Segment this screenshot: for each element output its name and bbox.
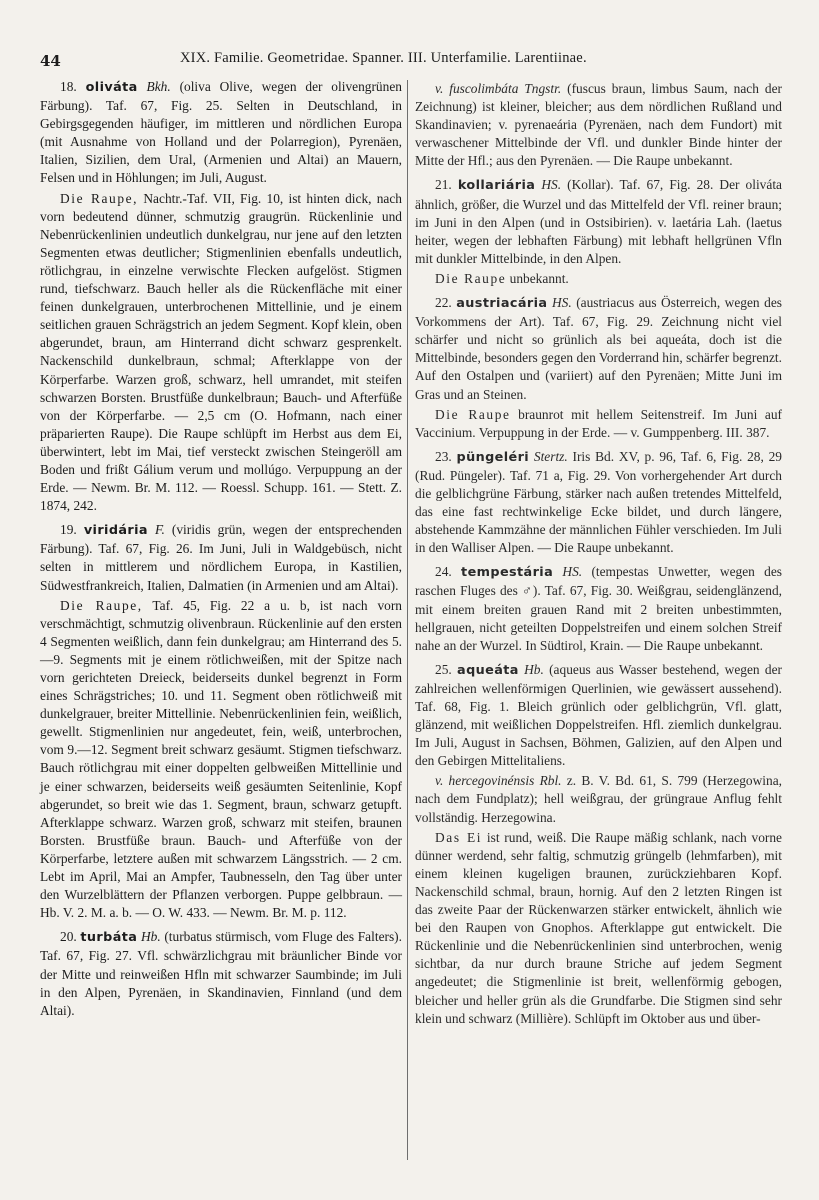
species-author: Bkh.	[146, 79, 171, 94]
paragraph-text: Taf. 45, Fig. 22 a u. b, ist nach vorn verschmächtigt, schmutzig olivenbraun. Rückenlinie auf den ersten 4 Segmenten weißlich, dann fein dunkelgrau; am Hinterrand des 5.—9. Segments mit je einem rötlichweißen, mit der Spitze nach vorn gerichteten Dreieck, beiderseits dunkel begrenzt in Form eines Schrägstriches; 10. und 11. Segment oben rötlichweiß mit dunkelgrauer, breiter Mittellinie. Nebenrückenlinien fein, weißlich, gewellt. Stigmenlinien nur angedeutet, fein, weiß, unterbrochen, vom 9.—12. Segment breit schwarz gesäumt. Stigmen tiefschwarz. Bauch rötlichgrau mit einer doppelten gelbweißen Mittellinie und je einer schwarzen, beiderseits weiß gesäumten Seitenlinie, Kopf abgerundet, so breit wie das 1. Segment, braun, schwarz getupft. Afterklappe schwarz. Warzen groß, schwarz mit steifen, braunen Borsten. Brustfüße braun. Bauch- und Afterfüße von der Körperfarbe, letztere außen mit schwarzem Längsstrich. — 2 cm. Lebt im April, Mai an Ampfer, Taubnesseln, den Tag über unter den Wurzelblättern der Pflanzen verborgen. Puppe gelbbraun. — Hb. V. 2. M. a. b. — O. W. 433. — Newm. Br. M. p. 112.	[40, 597, 402, 921]
species-name: austriacária	[456, 296, 548, 312]
column-divider	[407, 80, 408, 1160]
page-number: 44	[40, 52, 61, 70]
paragraph-text: (tempestas Unwetter, wegen des raschen Fluges des ♂). Taf. 67, Fig. 30. Weißgrau, seidenglänzend, mit einem breiten grauen Rand mit 2 breiten unbestimmten, hellgrauen, nicht geteilten Doppelstreifen und einem solchen Streif nahe an der Wurzel. In Südtirol, Krain. — Die Raupe unbekannt.	[415, 564, 782, 653]
entry-number: 22.	[435, 295, 452, 311]
right-column	[415, 78, 782, 1028]
paragraph-text: (austriacus aus Österreich, wegen des Vorkommens der Art). Taf. 67, Fig. 29. Zeichnung nicht viel schärfer und nicht so grünlich als bei aqueáta, doch ist die Mittelbinde, besonders gegen den Vorderrand hin, schärfer begrenzt. Auf den Ostalpen und (variiert) auf den Pyrenäen; Mitte Juni im Gras und an Steinen.	[415, 295, 782, 402]
species-name: turbáta	[80, 930, 138, 946]
paragraph-text: ist rund, weiß. Die Raupe mäßig schlank, nach vorne dünner werdend, sehr faltig, schmutzig grüngelb (lehmfarben), mit einem kleinen kugeligen braunen, zurückziehbaren Kopf. Nackenschild schmal, braun, hornig. Auf den 2 letzten Ringen ist das zweite Paar der Rückenwarzen stärker entwickelt, ähnlich wie bei den Raupen von Gnophos. Afterklappe gut entwickelt. Die Rückenlinie und die Nebenrückenlinien sind unterbrochen, wenig sichtbar, da nur durch braune Striche auf jedem Segment angedeutet; die Stigmenlinie ist breit, wellenförmig gebogen, bleicher und heller grün als die Grundfarbe. Die Stigmen sind sehr klein und schwarz (Millière). Schlüpft im Oktober aus und über-	[415, 829, 782, 1026]
species-name: kollariária	[457, 178, 536, 194]
species-name: viridária	[83, 523, 148, 539]
species-entry	[415, 563, 782, 654]
species-author: HS.	[551, 295, 572, 311]
entry-number: 25.	[435, 661, 452, 677]
paragraph-text: (aqueus aus Wasser bestehend, wegen der zahlreichen wellenförmigen Querlinien, wie gewässert aussehend). Taf. 68, Fig. 1. Bleich grünlich oder gelblichgrün, Vfl. glatt, glänzend, mit weißlichen Doppelstreifen. Hfl. ziemlich dunkelgrau. Im Juli, August in Sachsen, Böhmen, Galizien, auf den Alpen und den Gebirgen Mittelitaliens.	[415, 661, 782, 769]
entry-number: 21.	[435, 177, 452, 193]
paragraph-lead: Die Raupe	[435, 406, 511, 422]
species-entry	[40, 521, 402, 594]
species-entry	[415, 294, 782, 404]
description-paragraph	[40, 597, 402, 923]
description-paragraph	[415, 772, 782, 826]
paragraph-text: (viridis grün, wegen der entsprechenden Färbung). Taf. 67, Fig. 26. Im Juni, Juli in Waldgebüsch, nicht selten in mittlerem und nördlichem Europa, in Kastilien, Südwestfrankreich, Italien, Dalmatien (in Armenien und am Altai).	[40, 522, 402, 593]
description-paragraph	[415, 80, 782, 170]
species-name: tempestária	[461, 565, 554, 581]
paragraph-text: (turbatus stürmisch, vom Fluge des Falters). Taf. 67, Fig. 27. Vfl. schwärzlichgrau mit bräunlicher Binde vor der Mitte und reinweißen Hfln mit schwarzer Saumbinde; im Juli in den Alpen, Pyrenäen, in Skandinavien, Finnland (und dem Altai).	[40, 929, 402, 1018]
paragraph-text: braunrot mit hellem Seitenstreif. Im Juni auf Vaccinium. Verpuppung in der Erde. — v. Gumppenberg. III. 387.	[415, 406, 782, 440]
entry-number: 20.	[60, 929, 77, 945]
description-paragraph	[415, 406, 782, 442]
species-author: Stertz.	[533, 448, 568, 464]
running-title: XIX. Familie. Geometridae. Spanner. III. Unterfamilie. Larentiinae.	[180, 50, 587, 66]
paragraph-text: Nachtr.-Taf. VII, Fig. 10, ist hinten dick, nach vorn bedeutend dünner, schmutzig graugrün. Rückenlinie und Nebenrückenlinien undeutlich dunkelgrau, nur jene auf den letzten Segmenten etwas deutlicher; Stigmenlinien ebenfalls undeutlich, rötlichgrau, in einzelne verwischte Flecken aufgelöst. Stigmen rund, tiefschwarz. Bauch heller als die Rückenfläche mit einer feinen dunkelgrauen, unterbrochenen Mittellinie, und je einem seitlichen grauen Schrägstrich an jedem Segment. Kopf klein, oben abgerundet, braun, am Hinterrand dicht schwarz gesprenkelt. Nackenschild dunkelbraun, schmal; Afterklappe von der Körperfarbe. Warzen groß, schwarz, hell umrandet, mit steifen schwarzen Borsten. Brustfüße dunkelbraun; Bauch- und Afterfüße von der Körperfarbe. — 2,5 cm (O. Hofmann, nach einer präparierten Raupe). Die Raupe schlüpft im Herbst aus dem Ei, überwintert, lebt im Mai, tief versteckt zwischen Steingeröll am Boden und frißt Gálium verum und mollúgo. Verpuppung an der Erde. — Newm. Br. M. 112. — Roessl. Schupp. 161. — Stett. Z. 1874, 242.	[40, 190, 402, 514]
description-paragraph	[415, 270, 782, 288]
species-entry	[40, 928, 402, 1019]
species-entry	[415, 448, 782, 558]
paragraph-lead: v. hercegovinénsis Rbl.	[435, 773, 562, 789]
entry-number: 24.	[435, 564, 452, 580]
paragraph-lead: Die Raupe	[435, 270, 507, 286]
species-entry	[415, 176, 782, 267]
paragraph-text: (fuscus braun, limbus Saum, nach der Zeichnung) ist kleiner, bleicher; aus dem nördlichen Rußland und Skandinavien; v. pyrenaeária (Pyrenäen, nach dem Fundort) mit verwaschener Mittelbinde der Vfl. und dunkler Binde hinter der Mitte der Hfl.; aus den Pyrenäen. — Die Raupe unbekannt.	[415, 81, 782, 169]
species-author: HS.	[562, 564, 583, 580]
species-author: Hb.	[140, 929, 161, 945]
species-entry	[415, 661, 782, 771]
entry-number: 18.	[60, 79, 77, 94]
species-entry	[40, 78, 402, 188]
description-paragraph	[415, 829, 782, 1028]
species-name: oliváta	[85, 80, 138, 95]
species-name: aqueáta	[457, 662, 519, 678]
paragraph-lead: Die Raupe,	[60, 597, 143, 613]
species-author: F.	[155, 522, 165, 538]
paragraph-text: Iris Bd. XV, p. 96, Taf. 6, Fig. 28, 29 (Rud. Püngeler). Taf. 71 a, Fig. 29. Von vorhergehender Art durch die gelblichgrüne Färbung, stärker nach außen tretendes Mittelfeld, das eine fast rechtwinkelige Ecke bildet, und durch längere, abstehende Kammzähne der männlichen Fühler verschieden. Im Juli in den Walliser Alpen. — Die Raupe unbekannt.	[415, 448, 782, 556]
paragraph-lead: Das Ei	[435, 829, 483, 845]
paragraph-lead: Die Raupe,	[60, 190, 139, 206]
page-header	[40, 50, 780, 76]
species-author: HS.	[541, 177, 562, 193]
paragraph-text: (oliva Olive, wegen der olivengrünen Färbung). Taf. 67, Fig. 25. Selten in Deutschland, in Gebirgsgegenden häufiger, im mittleren und nördlichen Europa (mit Ausnahme von Holland und der Polarregion), Pyrenäen, Italien, Sizilien, dem Ural, (Armenien und Altai) an Mauern, Felsen und in Höhlungen; im Juli, August.	[40, 79, 402, 186]
paragraph-text: (Kollar). Taf. 67, Fig. 28. Der oliváta ähnlich, größer, die Wurzel und das Mittelfeld der Vfl. reiner braun; im Juni in den Alpen (und in Ostsibirien). v. laetária Lah. (laetus heiter, wegen der lebhaften Färbung) mit lebhaft hellgrünen Vfln mit dunkler Mittelbinde, in den Alpen.	[415, 177, 782, 266]
paragraph-text: unbekannt.	[509, 270, 569, 286]
species-author: Hb.	[524, 661, 544, 677]
left-column	[40, 78, 402, 1020]
paragraph-lead: v. fuscolimbáta Tngstr.	[435, 81, 562, 96]
description-paragraph	[40, 190, 402, 516]
entry-number: 23.	[435, 448, 452, 464]
species-name: püngeléri	[456, 449, 530, 465]
paragraph-text: z. B. V. Bd. 61, S. 799 (Herzegowina, nach dem Fundplatz); hell weißgrau, der grüngraue Anflug fehlt vollständig. Herzegowina.	[415, 773, 782, 825]
entry-number: 19.	[60, 522, 77, 538]
